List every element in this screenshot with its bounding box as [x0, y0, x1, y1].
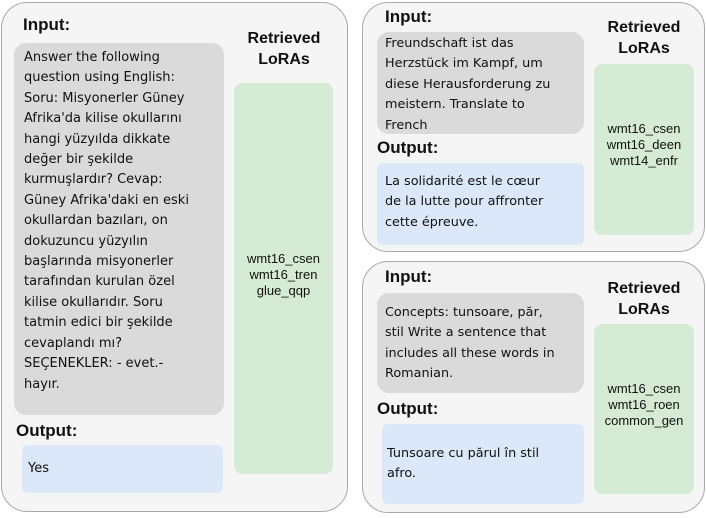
input-label: Input: [385, 267, 433, 286]
retrieved-loras-title: Retrieved LoRAs [607, 280, 681, 318]
output-text: La solidarité est le cœur de la lutte pour affronter cette épreuve. [385, 174, 544, 230]
retrieved-loras-box [234, 83, 333, 474]
output-label: Output: [377, 138, 439, 157]
example-panel-3 [362, 261, 705, 513]
output-label: Output: [377, 399, 439, 418]
lora-list: wmt16_csen wmt16_tren glue_qqp [247, 251, 320, 298]
example-panel-2 [362, 2, 705, 252]
retrieved-loras-title: Retrieved LoRAs [607, 19, 681, 57]
example-panel-1 [1, 2, 348, 512]
lora-list: wmt16_csen wmt16_roen common_gen [604, 381, 684, 428]
retrieved-loras-box [594, 324, 694, 494]
output-text: Tunsoare cu părul în stil afro. [387, 446, 540, 482]
input-label: Input: [385, 7, 433, 26]
output-text-box [382, 424, 584, 504]
output-text: Yes [28, 461, 49, 476]
output-label: Output: [16, 421, 78, 440]
retrieved-loras-title: Retrieved LoRAs [247, 30, 321, 68]
input-text-box [377, 32, 584, 134]
input-text-box [377, 293, 584, 393]
output-text-box [22, 445, 223, 493]
input-label: Input: [23, 15, 71, 34]
output-text-box [377, 163, 584, 245]
input-text: Answer the following question using English: Soru: Misyonerler Güney Afrika'da kilise okullarını hangi yüzyılda dikkate değer bir şekilde kurmuşlardır? Cevap: Güney Afrika'daki en eski okullardan bazıları, on dokuzuncu yüzyılın başlarında misyonerler tarafından kurulan özel kilise okullarıdır. Soru tatmin edici bir şekilde cevaplandı mı? SEÇENEKLER: - evet.- hayır. [24, 50, 189, 392]
input-text: Concepts: tunsoare, păr, stil Write a sentence that includes all these words in Romanian. [385, 305, 555, 382]
input-text-box [14, 43, 224, 415]
lora-list: wmt16_csen wmt16_deen wmt14_enfr [606, 121, 682, 168]
retrieved-loras-box [594, 64, 694, 235]
input-text: Freundschaft ist das Herzstück im Kampf, um diese Herausforderung zu meistern. Translate to French [385, 36, 551, 133]
